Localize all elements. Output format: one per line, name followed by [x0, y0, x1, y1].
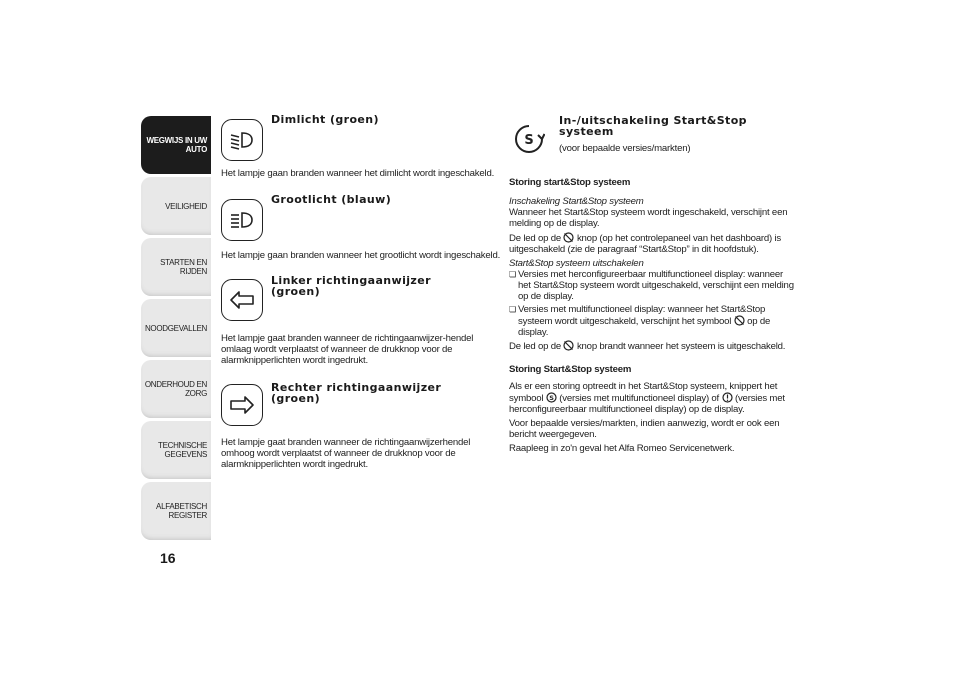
right-indicator-title: Rechter richtingaanwijzer (groen)	[271, 381, 442, 405]
tab-alfabetisch-register[interactable]: ALFABETISCH REGISTER	[141, 482, 211, 540]
list-item: ❏ Versies met herconfigureerbaar multifunctioneel display: wanneer het Start&Stop systeem wordt uitgeschakeld, verschijnt een melding op de display.	[509, 269, 809, 302]
high-beam-icon	[221, 199, 263, 241]
list-item: ❏ Versies met multifunctioneel display: wanneer het Start&Stop systeem wordt uitgeschakeld, verschijnt het symbool op de display.	[509, 304, 809, 338]
low-beam-icon	[221, 119, 263, 161]
left-indicator-title: Linker richtingaanwijzer (groen)	[271, 274, 431, 298]
start-stop-off-icon	[563, 340, 574, 351]
start-stop-title: In-/uitschakeling Start&Stop systeem	[559, 114, 747, 138]
uitschakelen-heading: Start&Stop systeem uitschakelen	[509, 258, 644, 269]
warning-light-icon	[722, 392, 733, 403]
left-indicator-text: Het lampje gaat branden wanneer de richtingaanwijzer-hendel omlaag wordt verplaatst of wanneer de drukknop voor de alarmknipperlichten wordt ingedrukt.	[221, 333, 474, 366]
right-indicator-text: Het lampje gaat branden wanneer de richtingaanwijzerhendel omhoog wordt verplaatst of wanneer de drukknop voor de alarmknipperlichten wordt ingedrukt.	[221, 437, 471, 470]
tab-technische-gegevens[interactable]: TECHNISCHE GEGEVENS	[141, 421, 211, 479]
svg-text:S: S	[549, 394, 554, 402]
high-beam-title: Grootlicht (blauw)	[271, 193, 392, 206]
tab-starten-en-rijden[interactable]: STARTEN EN RIJDEN	[141, 238, 211, 296]
low-beam-text: Het lampje gaan branden wanneer het dimlicht wordt ingeschakeld.	[221, 168, 495, 179]
chapter-tabs	[141, 116, 211, 543]
low-beam-title: Dimlicht (groen)	[271, 113, 379, 126]
start-stop-icon	[513, 123, 545, 155]
start-stop-icon-small	[546, 392, 557, 403]
tab-wegwijs[interactable]: WEGWIJS IN UW AUTO	[141, 116, 211, 174]
inschakeling-heading: Inschakeling Start&Stop systeem	[509, 196, 644, 207]
high-beam-text: Het lampje gaan branden wanneer het grootlicht wordt ingeschakeld.	[221, 250, 501, 261]
start-stop-off-icon	[563, 232, 574, 243]
left-arrow-icon	[221, 279, 263, 321]
storing-heading: Storing start&Stop systeem	[509, 177, 631, 188]
right-arrow-icon	[221, 384, 263, 426]
start-stop-off-icon	[734, 315, 745, 326]
svg-text:S: S	[524, 133, 534, 148]
start-stop-body: Storing start&Stop systeem Inschakeling Start&Stop systeem Wanneer het Start&Stop systeem wordt ingeschakeld, verschijnt een melding op de display. De led op de knop (op het controlepaneel van het dashboard) is uitgeschakeld (zie de paragraaf “Start&Stop” in dit hoofdstuk). Start&Stop systeem uitschakelen ❏ Versies met herconfigureerbaar multifunctioneel display: wanneer het Start&Stop systeem wordt uitgeschakeld, verschijnt een melding op de display. ❏ Versies met multifunctioneel display: wanneer het Start&Stop systeem wordt uitgeschakeld, verschijnt het symbool op de display. De led op de knop brandt wanneer het systeem is uitgeschakeld. Storing Start&Stop systeem Als er een storing optreedt in het Start&Stop systeem, knippert het symbool S (versies met multifunctioneel display) of (versies met herconfigureerbaar multifunctioneel display) op de display. Voor bepaalde versies/markten, indien aanwezig, wordt er ook een bericht weergegeven. Raapleeg in zo'n geval het Alfa Romeo Servicenetwerk.	[509, 177, 809, 454]
tab-noodgevallen[interactable]: NOODGEVALLEN	[141, 299, 211, 357]
page-number: 16	[160, 550, 176, 566]
storing2-heading: Storing Start&Stop systeem	[509, 364, 632, 375]
start-stop-subtitle: (voor bepaalde versies/markten)	[559, 143, 691, 154]
tab-veiligheid[interactable]: VEILIGHEID	[141, 177, 211, 235]
tab-onderhoud-en-zorg[interactable]: ONDERHOUD EN ZORG	[141, 360, 211, 418]
